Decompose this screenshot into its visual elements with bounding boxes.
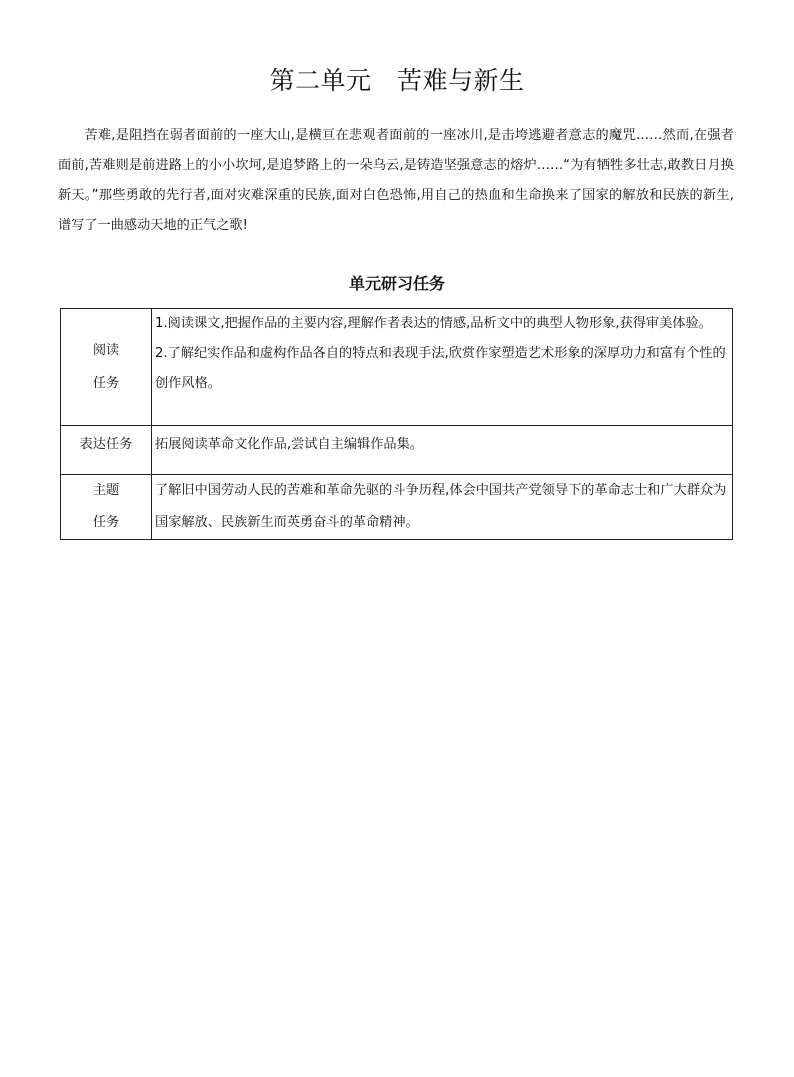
table-row-expression	[61, 426, 733, 475]
reading-task-content	[152, 309, 733, 426]
intro-paragraph: 苦难,是阻挡在弱者面前的一座大山,是横亘在悲观者面前的一座冰川,是击垮逃避者意志的魔咒……然而,在强者面前,苦难则是前进路上的小小坎坷,是追梦路上的一朵乌云,是铸造坚强意志的熔炉……“为有牺牲多壮志,敢教日月换新天。”那些勇敢的先行者,面对灾难深重的民族,面对白色恐怖,用自己的热血和生命换来了国家的解放和民族的新生,谱写了一曲感动天地的正气之歌!	[58, 128, 734, 233]
theme-label-line2: 任务	[92, 515, 120, 530]
reading-task-label	[61, 309, 152, 426]
expression-task-label: 表达任务	[61, 426, 152, 475]
theme-task-label	[61, 475, 152, 540]
reading-label-line2: 任务	[92, 376, 120, 391]
reading-item-2: 2.了解纪实作品和虚构作品各自的特点和表现手法,欣赏作家塑造艺术形象的深厚功力和富有个性的创作风格。	[155, 346, 726, 391]
theme-label-line1: 主题	[92, 483, 120, 498]
reading-item-1: 1.阅读课文,把握作品的主要内容,理解作者表达的情感,品析文中的典型人物形象,获得审美体验。	[155, 316, 712, 331]
tasks-table	[60, 308, 733, 540]
section-title: 单元研习任务	[348, 274, 445, 293]
table-row-reading	[61, 309, 733, 426]
theme-task-content: 了解旧中国劳动人民的苦难和革命先驱的斗争历程,体会中国共产党领导下的革命志士和广大群众为国家解放、民族新生而英勇奋斗的革命精神。	[152, 475, 733, 540]
reading-label-line1: 阅读	[92, 343, 120, 358]
page-title: 第二单元 苦难与新生	[269, 66, 525, 95]
expression-task-content: 拓展阅读革命文化作品,尝试自主编辑作品集。	[152, 426, 733, 475]
table-row-theme	[61, 475, 733, 540]
